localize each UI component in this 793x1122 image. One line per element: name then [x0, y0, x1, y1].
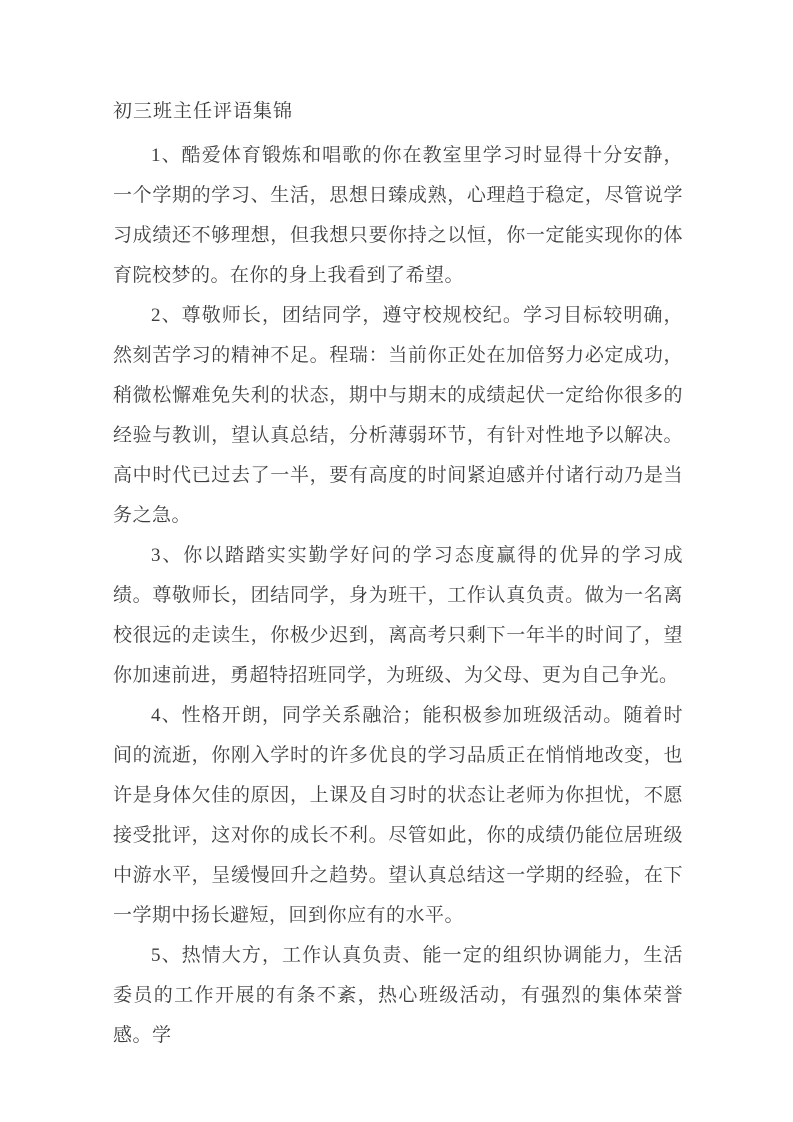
- comment-paragraph-4: 4、性格开朗，同学关系融洽；能积极参加班级活动。随着时间的流逝，你刚入学时的许多优良的学习品质正在悄悄地改变，也许是身体欠佳的原因，上课及自习时的状态让老师为你担忧，不愿接受批评，这对你的成长不利。尽管如此，你的成绩仍能位居班级中游水平，呈缓慢回升之趋势。望认真总结这一学期的经验，在下一学期中扬长避短，回到你应有的水平。: [113, 705, 683, 926]
- comment-paragraph-1: 1、酷爱体育锻炼和唱歌的你在教室里学习时显得十分安静，一个学期的学习、生活，思想日臻成熟，心理趋于稳定，尽管说学习成绩还不够理想，但我想只要你持之以恒，你一定能实现你的体育院校梦的。在你的身上我看到了希望。: [113, 145, 683, 286]
- document-title: 初三班主任评语集锦: [113, 101, 294, 122]
- comment-paragraph-3: 3、你以踏踏实实勤学好问的学习态度赢得的优异的学习成绩。尊敬师长，团结同学，身为班干，工作认真负责。做为一名离校很远的走读生，你极少迟到，离高考只剩下一年半的时间了，望你加速前进，勇超特招班同学，为班级、为父母、更为自己争光。: [113, 545, 683, 686]
- comment-paragraph-2: 2、尊敬师长，团结同学，遵守校规校纪。学习目标较明确，然刻苦学习的精神不足。程瑞：当前你正处在加倍努力必定成功，稍微松懈难免失利的状态，期中与期末的成绩起伏一定给你很多的经验与教训，望认真总结，分析薄弱环节，有针对性地予以解决。高中时代已过去了一半，要有高度的时间紧迫感并付诸行动乃是当务之急。: [113, 305, 683, 526]
- document-content: [113, 92, 683, 1056]
- comment-paragraph-5: 5、热情大方，工作认真负责、能一定的组织协调能力，生活委员的工作开展的有条不紊，热心班级活动，有强烈的集体荣誉感。学: [113, 945, 683, 1046]
